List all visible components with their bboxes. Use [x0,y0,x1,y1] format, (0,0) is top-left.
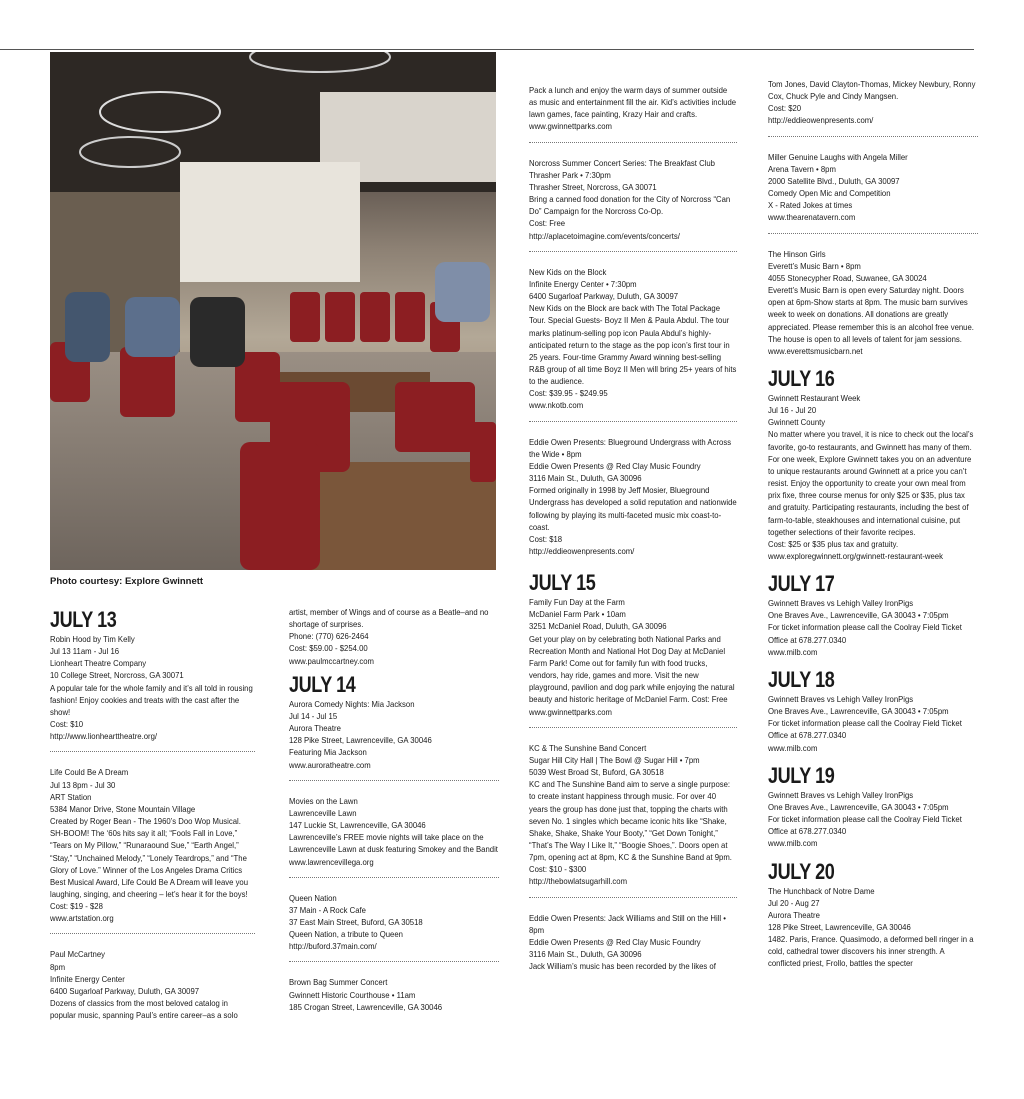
divider [529,421,737,422]
event-venue: Eddie Owen Presents @ Red Clay Music Foundry [529,460,701,471]
event-listing [529,912,737,973]
event-venue: Infinite Energy Center [50,973,125,984]
event-description: Dozens of classics from the most beloved catalog in popular music, spanning Paul’s entire career–as a solo [50,998,238,1021]
event-title: New Kids on the Block [529,266,607,277]
event-title: Gwinnett Restaurant Week [768,392,861,403]
event-address: One Braves Ave., Lawrenceville, GA 30043 • 7:05pm [768,801,949,812]
event-description: Pack a lunch and enjoy the warm days of summer outside as music and entertainment fill the air. Kid’s activities include lawn games, face painting, Krazy Hair and crafts. [529,85,737,120]
event-title: Norcross Summer Concert Series: The Breakfast Club [529,157,715,168]
event-venue: Sugar Hill City Hall | The Bowl @ Sugar Hill • 7pm [529,754,700,765]
event-listing [768,392,978,562]
divider [529,727,737,728]
date-heading: JULY 14 [289,671,356,697]
event-venue: Infinite Energy Center • 7:30pm [529,278,637,289]
event-title: Robin Hood by Tim Kelly [50,634,135,644]
event-date: Jul 20 - Aug 27 [768,897,820,908]
event-address: 10 College Street, Norcross, GA 30071 [50,670,184,681]
event-venue: Thrasher Park • 7:30pm [529,169,611,180]
event-venue: ART Station [50,791,92,802]
event-listing [529,84,737,133]
event-address: 5384 Manor Drive, Stone Mountain Village [50,803,196,814]
event-cost: Cost: $25 or $35 plus tax and gratuity. [768,538,899,549]
event-title: Eddie Owen Presents: Jack Williams and Still on the Hill • 8pm [529,912,727,935]
event-title: Family Fun Day at the Farm [529,597,625,608]
event-title: Gwinnett Braves vs Lehigh Valley IronPigs [768,693,914,704]
event-description: Everett’s Music Barn is open every Saturday night. Doors open at 6pm-Show starts at 8pm. The music barn survives week to week on donations. All donations are greatly appreciated. Please remember this is an alcohol free venue. The house is open to all levels of talent for jam sessions. [768,285,974,344]
event-title: The Hinson Girls [768,248,826,259]
event-description: For ticket information please call the Coolray Field Ticket Office at 678.277.0340 [768,622,962,645]
top-rule [0,49,974,50]
divider [768,136,978,137]
event-cost: Cost: Free [529,218,566,229]
event-time: 8pm [50,961,66,972]
event-link[interactable]: www.artstation.org [50,913,114,924]
event-cost: Cost: $19 - $28 [50,901,103,912]
event-date: Jul 13 11am - Jul 16 [50,646,120,657]
event-venue: Gwinnett Historic Courthouse • 11am [289,989,416,1000]
event-address: 147 Luckie St, Lawrenceville, GA 30046 [289,820,426,831]
event-venue: Eddie Owen Presents @ Red Clay Music Foundry [529,936,701,947]
event-title: Queen Nation [289,892,337,903]
column-2 [289,606,499,1013]
event-description: X - Rated Jokes at times [768,200,853,211]
event-cost: Cost: $10 - $300 [529,864,587,875]
event-phone: Phone: (770) 626-2464 [289,631,369,642]
event-address: 128 Pike Street, Lawrenceville, GA 30046 [289,735,432,746]
event-listing [50,633,255,742]
event-cost: Cost: $59.00 - $254.00 [289,643,368,654]
event-title: Brown Bag Summer Concert [289,977,388,988]
event-title: KC & The Sunshine Band Concert [529,742,647,753]
divider [529,142,737,143]
column-1 [50,608,255,1021]
event-venue: Everett’s Music Barn • 8pm [768,260,861,271]
event-address: 37 East Main Street, Buford, GA 30518 [289,916,423,927]
event-date: Jul 13 8pm - Jul 30 [50,779,116,790]
date-heading: JULY 13 [50,607,117,632]
event-listing [768,693,978,754]
event-link[interactable]: http://thebowlatsugarhill.com [529,876,628,887]
event-cost: Cost: $18 [529,533,563,544]
event-venue: McDaniel Farm Park • 10am [529,609,626,620]
date-heading: JULY 20 [768,858,835,884]
event-description: KC and The Sunshine Band aim to serve a single purpose: to create instant happiness through music. For over 40 years the group has done just that, topping the charts with seven No. 1 singles which became iconic hits like “Shake, Shake, Shake, Shake Your Booty,” “Get Down Tonight,” “That’s The Way I Like It,” “Boogie Shoes,”. Doors open at 7pm, opening act at 8pm, KC & the Sunshine Band at 9pm. [529,779,732,863]
event-link[interactable]: http://buford.37main.com/ [289,941,377,952]
event-date: Jul 14 - Jul 15 [289,710,338,721]
event-link[interactable]: http://aplacetoimagine.com/events/concerts/ [529,230,680,241]
divider [289,877,499,878]
event-address: One Braves Ave., Lawrenceville, GA 30043 • 7:05pm [768,610,949,621]
event-description: Bring a canned food donation for the City of Norcross “Can Do” Campaign for the Norcross Co-Op. [529,194,731,217]
event-venue: Lawrenceville Lawn [289,807,357,818]
event-listing [529,157,737,242]
event-listing [768,151,978,224]
date-heading: JULY 16 [768,365,835,391]
event-listing [289,795,499,868]
event-listing [768,789,978,850]
event-title: The Hunchback of Notre Dame [768,885,875,896]
event-link[interactable]: www.gwinnettparks.com [529,121,612,132]
event-description: For ticket information please call the Coolray Field Ticket Office at 678.277.0340 [768,718,962,741]
event-description: Lawrenceville’s FREE movie nights will take place on the Lawrenceville Lawn at dusk featuring Smokey and the Bandit [289,832,498,855]
event-listing [768,597,978,658]
event-venue: Gwinnett County [768,417,826,428]
event-link[interactable]: www.milb.com [768,838,818,849]
divider [529,251,737,252]
event-title: Movies on the Lawn [289,795,358,806]
divider [768,233,978,234]
event-link[interactable]: http://eddieowenpresents.com/ [529,546,635,556]
event-cost: Cost: $10 [50,719,84,730]
event-link[interactable]: www.lawrencevillega.org [289,856,374,867]
event-description: No matter where you travel, it is nice to check out the local’s favorite, go-to restaurants, and Gwinnett has many of them. For one week, Explore Gwinnett takes you on an adventure to unique restaurants around Gwinnett at a price you can’t resist. Enjoy the opportunity to create your own meal from prix fixe, three course menus for only $25 or $35, plus tax and gratuity. Participating restaurants, including the best of farm-to-table, steakhouses and international cuisine, put together selections of their favorite recipes. [768,429,974,537]
event-venue: Lionheart Theatre Company [50,658,147,669]
event-address: 3116 Main St., Duluth, GA 30096 [529,473,642,484]
event-link[interactable]: www.gwinnettparks.com [529,706,612,717]
event-listing [768,885,978,970]
event-address: 2000 Satellite Blvd., Duluth, GA 30097 [768,175,900,186]
event-address: 6400 Sugarloaf Parkway, Duluth, GA 30097 [529,291,679,302]
event-address: 3116 Main St., Duluth, GA 30096 [529,949,642,960]
event-address: 128 Pike Street, Lawrenceville, GA 30046 [768,921,911,932]
event-listing [529,742,737,888]
event-description: 1482. Paris, France. Quasimodo, a deformed bell ringer in a cold, cathedral tower discovers his inner strength. A conflicted priest, Frollo, battles the specter [768,934,974,969]
event-description: artist, member of Wings and of course as a Beatle–and no shortage of surprises. [289,607,489,630]
event-address: One Braves Ave., Lawrenceville, GA 30043 • 7:05pm [768,706,949,717]
date-heading: JULY 18 [768,666,835,692]
date-heading: JULY 19 [768,762,835,788]
event-title: Aurora Comedy Nights: Mia Jackson [289,698,415,709]
event-description: For ticket information please call the Coolray Field Ticket Office at 678.277.0340 [768,814,962,837]
event-cost: Cost: $39.95 - $249.95 [529,388,608,399]
event-listing [768,248,978,357]
event-listing [289,976,499,1012]
event-link[interactable]: http://eddieowenpresents.com/ [768,115,874,126]
date-heading: JULY 15 [529,570,596,596]
event-title: Life Could Be A Dream [50,767,129,778]
restaurant-photo [50,52,496,570]
event-cost: Cost: $20 [768,103,802,114]
event-description: A popular tale for the whole family and it’s all told in rousing fashion! Enjoy cookies and treats with the cast after the show! [50,682,253,717]
event-link[interactable]: www.milb.com [768,742,818,753]
event-listing [289,606,499,667]
event-date: Jul 16 - Jul 20 [768,405,817,416]
event-description: Get your play on by celebrating both National Parks and Recreation Month and National Hot Dog Day at McDaniel Farm Park! Come out for family fun with food trucks, vendors, hay ride, games and more. Visit the new playground, pavilion and dog park while enjoying the natural beauty and historic heritage of McDaniel Farm. Cost: Free [529,633,735,705]
event-description: Featuring Mia Jackson [289,747,367,758]
divider [289,780,499,781]
event-description: Tom Jones, David Clayton-Thomas, Mickey Newbury, Ronny Cox, Chuck Pyle and Cindy Mangsen. [768,79,976,102]
event-link[interactable]: www.paulmccartney.com [289,655,374,666]
event-title: Eddie Owen Presents: Blueground Undergrass with Across the Wide • 8pm [529,436,732,459]
event-listing [50,766,255,924]
event-description: Comedy Open Mic and Competition [768,188,891,199]
event-listing [768,78,978,127]
event-listing [50,948,255,1021]
event-address: 6400 Sugarloaf Parkway, Duluth, GA 30097 [50,985,200,996]
divider [50,751,255,752]
event-link[interactable]: www.milb.com [768,646,818,657]
event-venue: Aurora Theatre [289,723,341,734]
event-venue: 37 Main - A Rock Cafe [289,904,366,915]
event-address: Thrasher Street, Norcross, GA 30071 [529,181,657,192]
event-venue: Arena Tavern • 8pm [768,163,836,174]
divider [50,933,255,934]
event-title: Miller Genuine Laughs with Angela Miller [768,151,908,162]
event-link[interactable]: www.exploregwinnett.org/gwinnett-restaurant-week [768,551,943,561]
event-listing [289,892,499,953]
event-venue: Aurora Theatre [768,909,820,920]
event-description: Created by Roger Bean - The 1960’s Doo Wop Musical. SH-BOOM! The ‘60s hits say it all; “Fools Fall in Love,” “Tears on My Pillow,” “Runaraound Sue,” “Earth Angel,” “Stay,” “Unchained Melody,” “Lonely Teardrops,” and “The Glory of Love.” Winner of the Los Angeles Drama Critics Best Musical Award, Life Could Be A Dream will leave you laughing, singing, and cheering – let’s hear it for the boys! [50,816,249,899]
event-link[interactable]: www.nkotb.com [529,400,584,411]
column-3 [529,84,737,972]
event-link[interactable]: www.thearenatavern.com [768,212,856,223]
photo-caption: Photo courtesy: Explore Gwinnett [50,576,204,587]
event-link[interactable]: www.everettsmusicbarn.net [768,345,863,356]
divider [529,897,737,898]
event-link[interactable]: http://www.lionhearttheatre.org/ [50,731,158,742]
event-listing [289,698,499,771]
event-address: 185 Crogan Street, Lawrenceville, GA 30046 [289,1001,443,1012]
event-title: Gwinnett Braves vs Lehigh Valley IronPigs [768,598,914,609]
event-address: 3251 McDaniel Road, Duluth, GA 30096 [529,621,667,632]
event-link[interactable]: www.auroratheatre.com [289,759,371,770]
event-title: Gwinnett Braves vs Lehigh Valley IronPigs [768,789,914,800]
divider [289,961,499,962]
date-heading: JULY 17 [768,571,835,597]
event-listing [529,266,737,412]
event-title: Paul McCartney [50,949,106,960]
event-description: Queen Nation, a tribute to Queen [289,929,403,940]
event-description: Formed originally in 1998 by Jeff Mosier, Blueground Undergrass has developed a solid reputation and nationwide following by playing its multi-faceted music mix coast-to-coast. [529,485,737,532]
column-4 [768,78,978,970]
event-description: Jack William’s music has been recorded by the likes of [529,961,716,972]
event-address: 4055 Stonecypher Road, Suwanee, GA 30024 [768,272,927,283]
event-description: New Kids on the Block are back with The Total Package Tour. Special Guests- Boyz II Men & Paula Abdul. The tour marks platinum-selling pop icon Paula Abdul’s highly-anticipated return to the stage as the pop icon’s first tour in 25 years. Four-time Grammy Award winning best-selling R&B group of all time Boyz II Men will bring 25+ years of hits to the audience. [529,303,737,387]
event-listing [529,436,737,558]
event-address: 5039 West Broad St, Buford, GA 30518 [529,767,664,778]
event-listing [529,596,737,718]
